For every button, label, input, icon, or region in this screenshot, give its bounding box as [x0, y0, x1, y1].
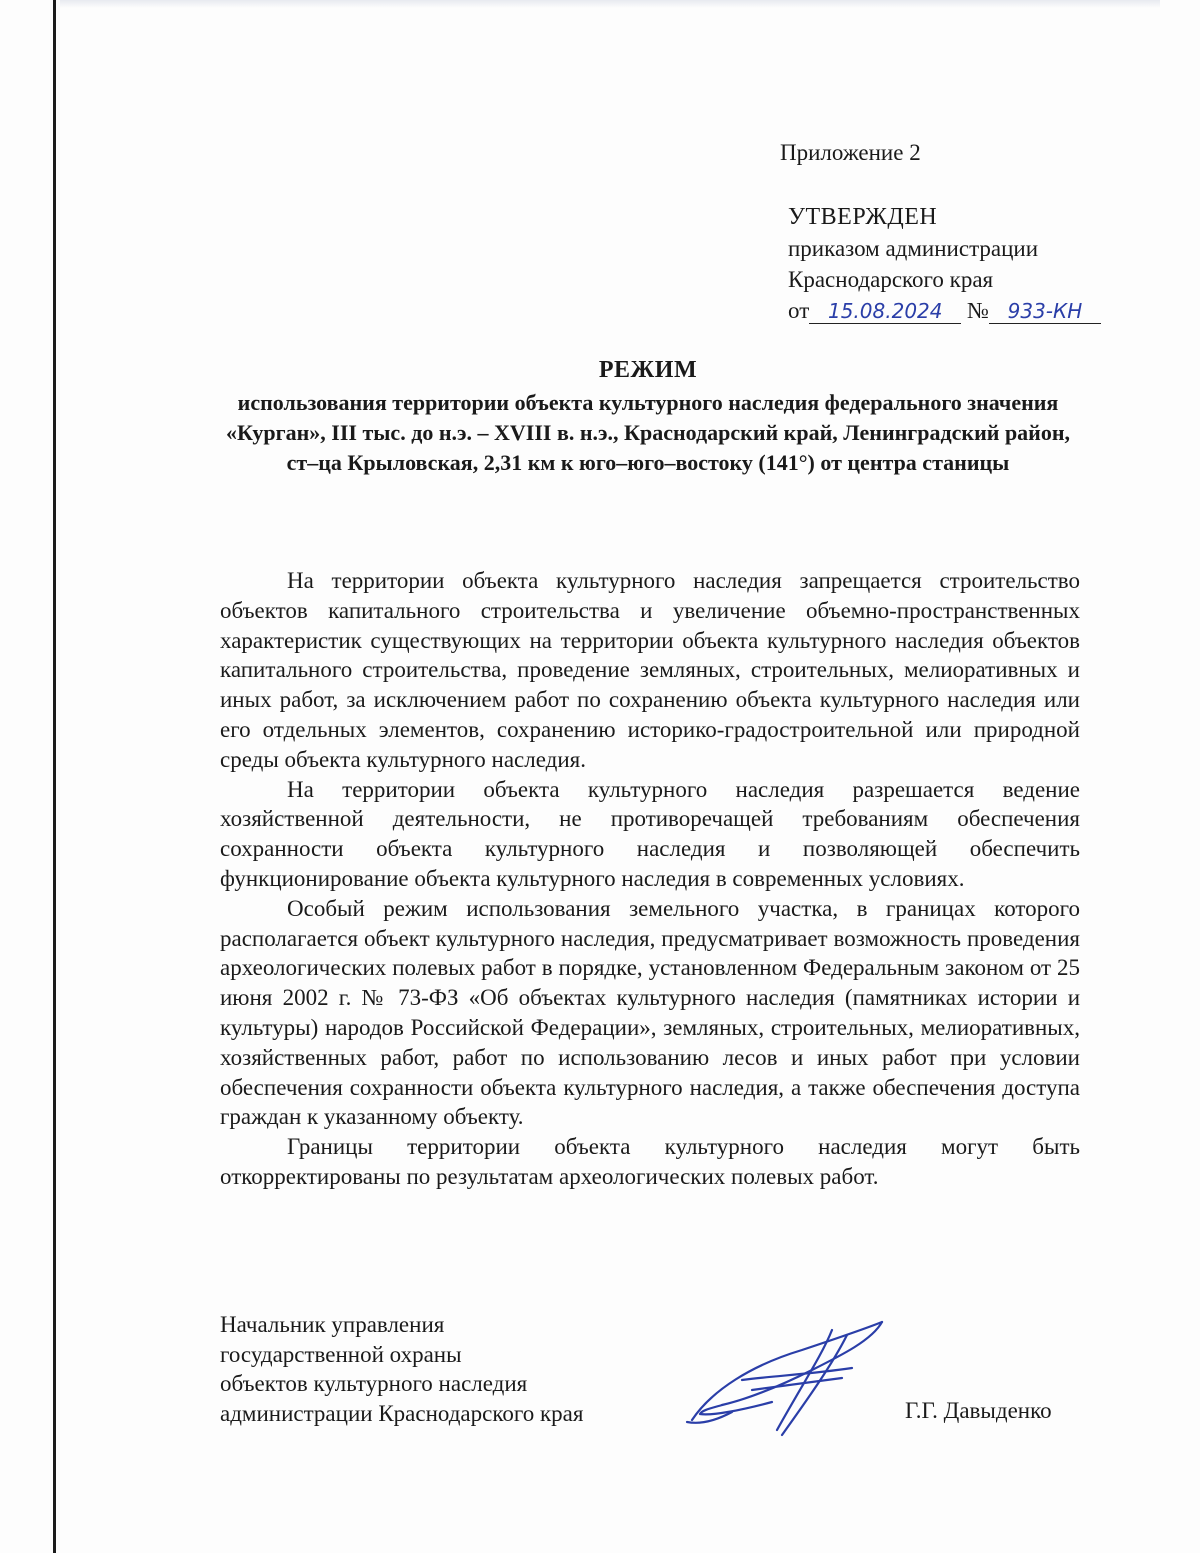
- appendix-label: Приложение 2: [780, 140, 921, 165]
- body-paragraph-2: На территории объекта культурного наследия разрешается ведение хозяйственной деятельности, не противоречащей требованиям обеспечения сохранности объекта культурного наследия и позволяющей обеспечить функционирование объекта культурного наследия в современных условиях.: [220, 776, 1080, 891]
- handwritten-date: 15.08.2024: [809, 299, 961, 324]
- document-body: [220, 566, 1080, 1192]
- number-sign: №: [967, 298, 989, 323]
- position-line-1: Начальник управления: [220, 1312, 445, 1337]
- approval-block: [788, 202, 1101, 326]
- position-line-2: государственной охраны: [220, 1341, 462, 1367]
- scan-top-shadow: [60, 0, 1160, 8]
- body-paragraph-3: Особый режим использования земельного участка, в границах которого располагается объект культурного наследия, предусматривает возможность проведения археологических полевых работ в порядке, установленном Федеральным законом от 25 июня 2002 г. № 73-ФЗ «Об объектах культурного наследия (памятниках истории и культуры) народов Российской Федерации», земляных, строительных, мелиоративных, хозяйственных работ, работ по использованию лесов и иных работ при условии обеспечения сохранности объекта культурного наследия, а также обеспечения доступа граждан к указанному объекту.: [220, 895, 1080, 1130]
- handwritten-order-number: 933-КН: [989, 299, 1101, 324]
- approved-heading: УТВЕРЖДЕН: [788, 204, 938, 230]
- scan-edge-line: [53, 0, 56, 1553]
- signatory-position: [220, 1310, 583, 1428]
- document-subtitle: использования территории объекта культурного наследия федерального значения «Курган», III тыс. до н.э. – XVIII в. н.э., Краснодарский край, Ленинградский район, ст–ца Крыловская, 2,31 км к юго–юго–востоку (141°) от центра станицы: [225, 390, 1071, 475]
- date-prefix: от: [788, 298, 810, 323]
- position-line-3: объектов культурного наследия: [220, 1371, 528, 1396]
- order-date-line: [788, 295, 1101, 326]
- document-title: РЕЖИМ: [598, 357, 698, 383]
- body-paragraph-4: Границы территории объекта культурного наследия могут быть откорректированы по результатам археологических полевых работ.: [220, 1134, 1080, 1189]
- approved-by-line-1: приказом администрации: [788, 236, 1039, 261]
- handwritten-signature: [682, 1310, 892, 1440]
- approved-by-line-2: Краснодарского края: [788, 267, 994, 292]
- signatory-name: Г.Г. Давыденко: [905, 1398, 1052, 1423]
- position-line-4: администрации Краснодарского края: [220, 1400, 584, 1426]
- body-paragraph-1: На территории объекта культурного наследия запрещается строительство объектов капитального строительства и увеличение объемно-пространственных характеристик существующих на территории объекта культурного наследия объектов капитального строительства, проведение земляных, строительных, мелиоративных и иных работ, за исключением работ по сохранению объекта культурного наследия или его отдельных элементов, сохранению историко-градостроительной или природной среды объекта культурного наследия.: [220, 568, 1080, 772]
